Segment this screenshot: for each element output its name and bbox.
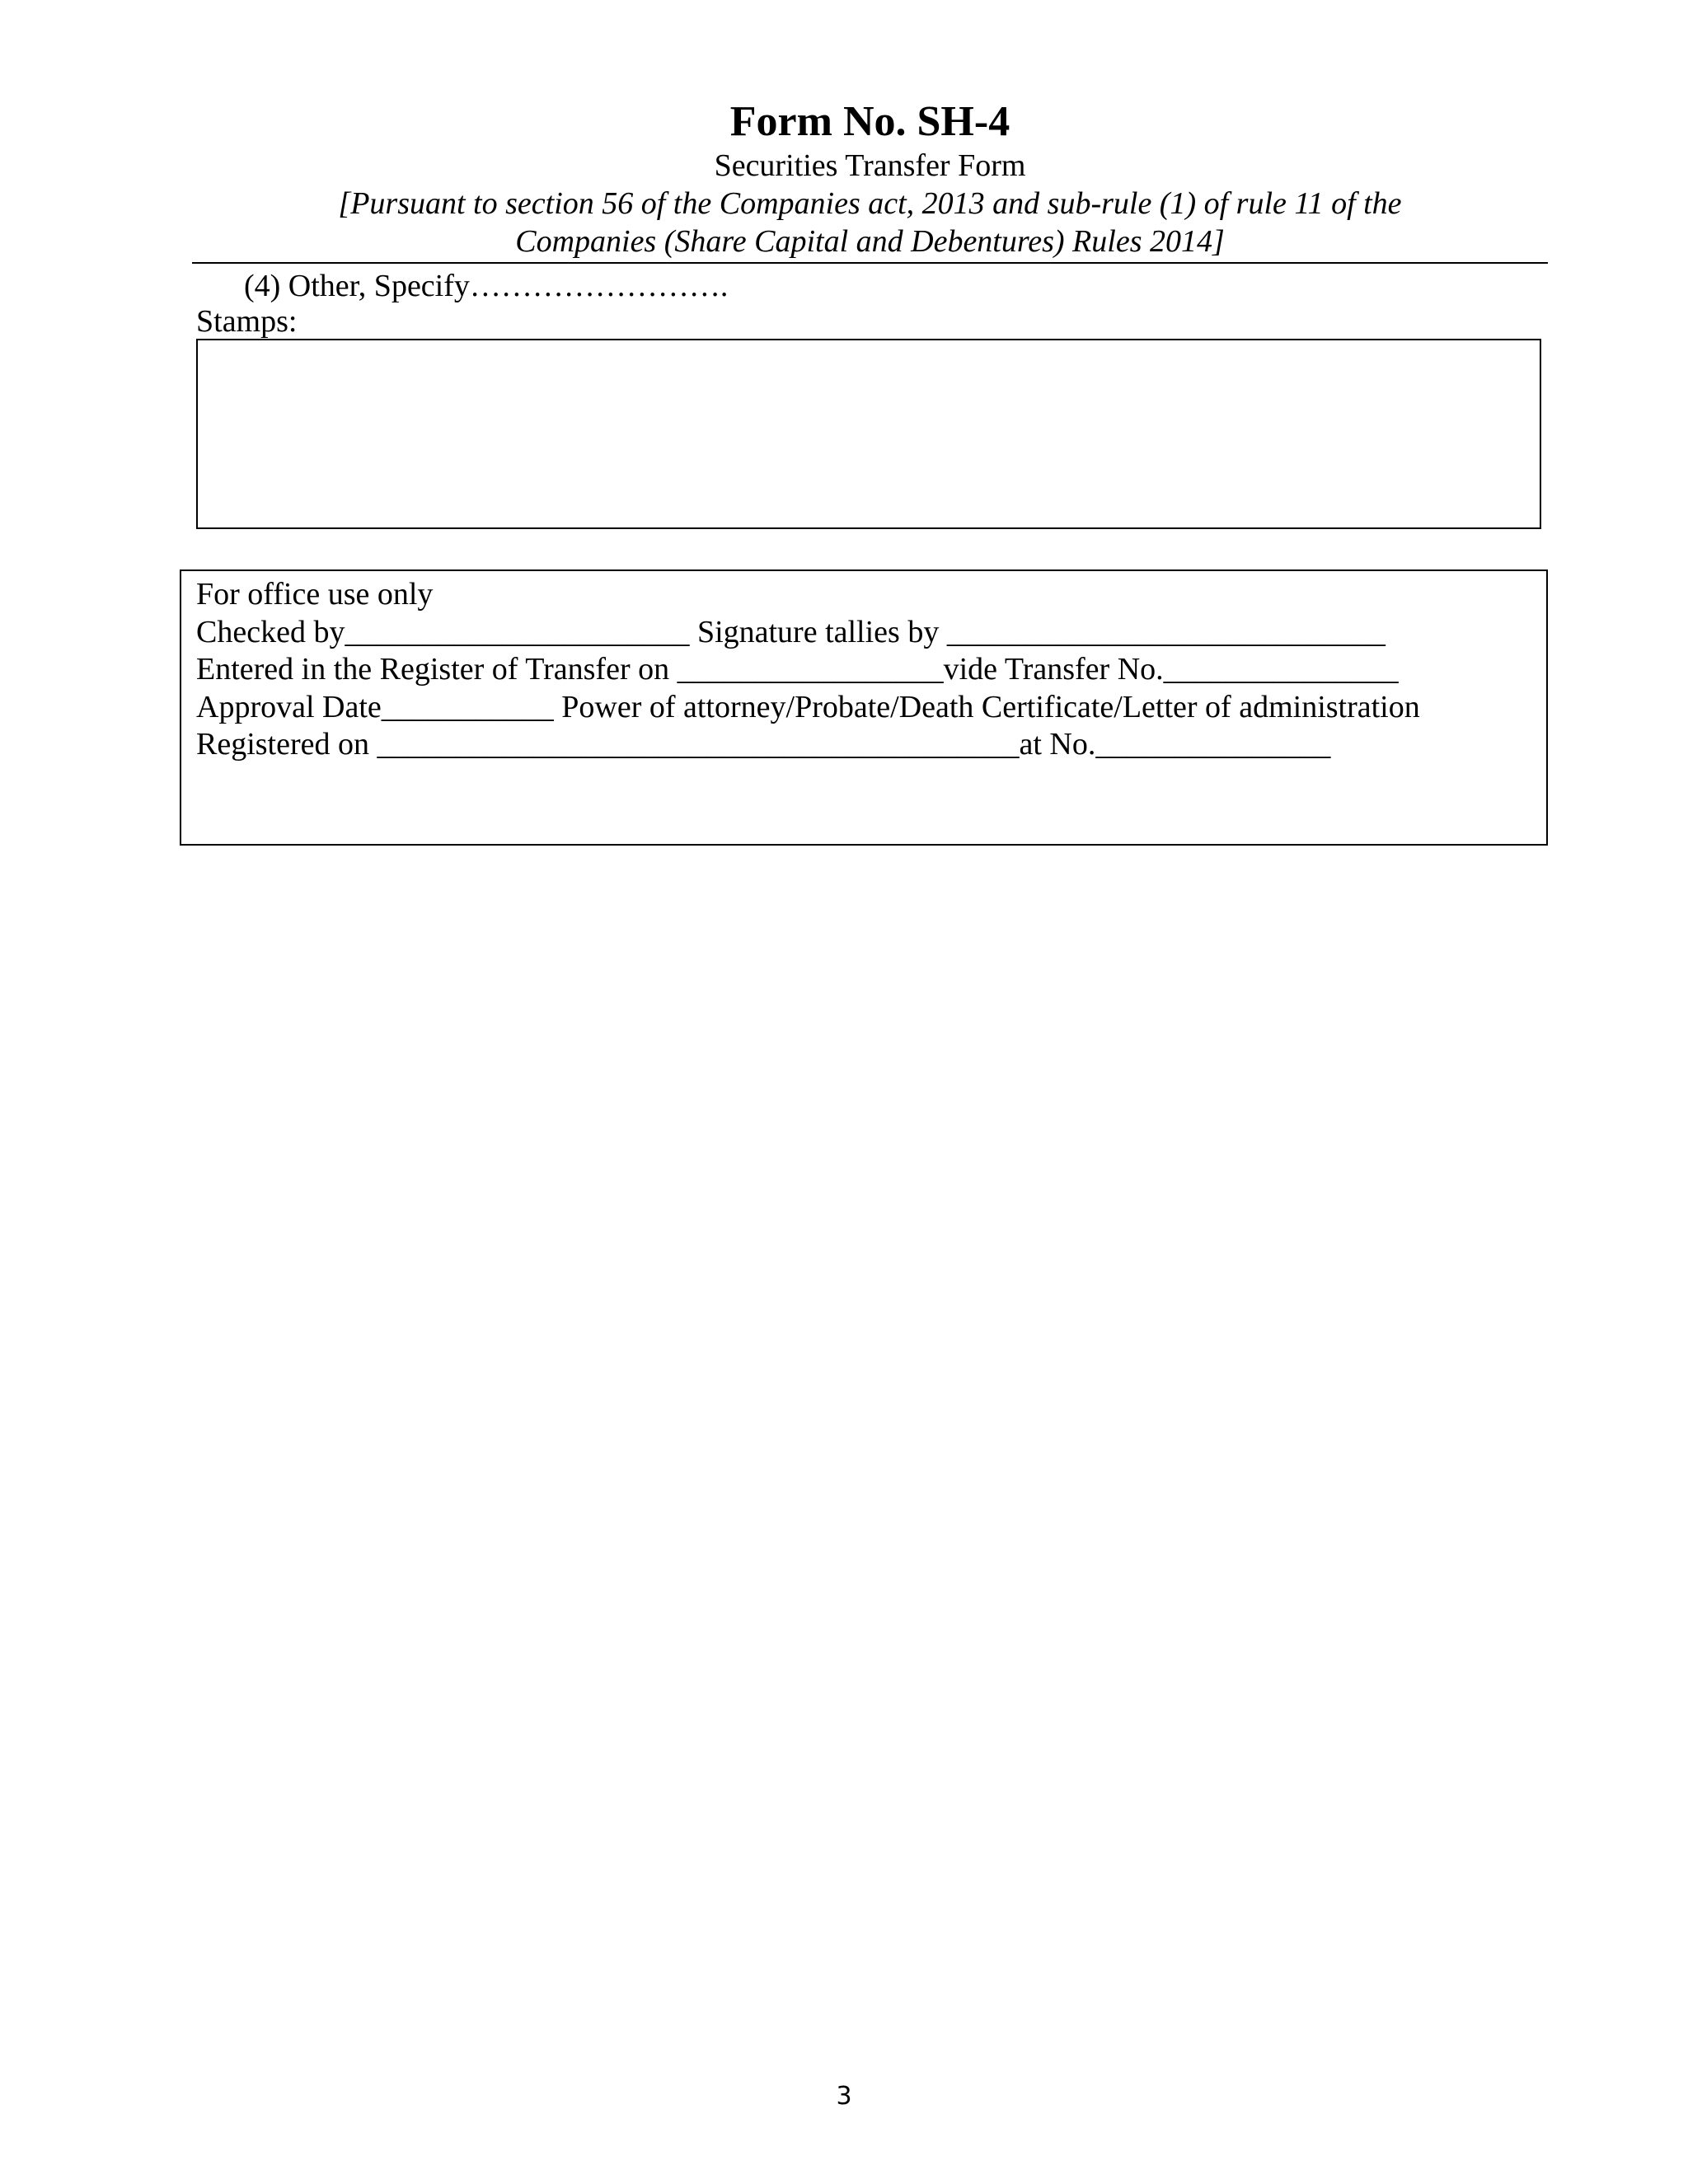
form-header — [192, 97, 1548, 260]
registered-on-line[interactable]: Registered on _________________________________________at No._______________ — [196, 727, 1331, 762]
other-specify-line: (4) Other, Specify……………………. — [244, 269, 729, 303]
office-use-box — [180, 569, 1548, 846]
citation-line-2: Companies (Share Capital and Debentures) Rules 2014] — [515, 224, 1225, 259]
form-title: Form No. SH-4 — [729, 98, 1010, 145]
page-number: 3 — [836, 2082, 852, 2111]
office-use-heading: For office use only — [196, 577, 434, 612]
header-divider — [192, 262, 1548, 264]
checked-by-line[interactable]: Checked by______________________ Signature tallies by ____________________________ — [196, 614, 1386, 649]
stamps-label: Stamps: — [196, 304, 298, 339]
form-subtitle: Securities Transfer Form — [714, 148, 1026, 183]
citation-line-1: [Pursuant to section 56 of the Companies act, 2013 and sub-rule (1) of rule 11 of the — [338, 186, 1402, 221]
approval-date-line[interactable]: Approval Date___________ Power of attorney/Probate/Death Certificate/Letter of administration — [196, 689, 1420, 724]
register-entry-line[interactable]: Entered in the Register of Transfer on _________________vide Transfer No._______________ — [196, 652, 1399, 687]
office-use-lines — [196, 576, 1420, 764]
stamps-box[interactable] — [196, 339, 1541, 529]
